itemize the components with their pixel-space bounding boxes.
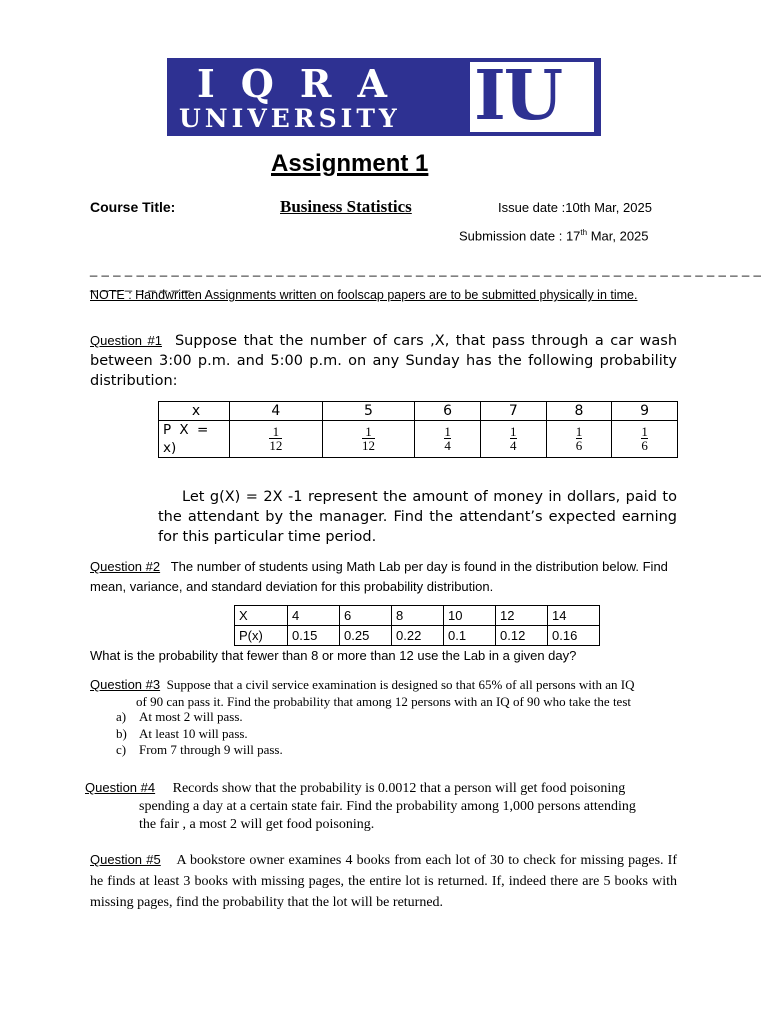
fraction xyxy=(510,426,517,452)
list-item-letter: a) xyxy=(116,709,127,724)
table-cell-x-label: X xyxy=(235,606,288,626)
fraction-denominator: 4 xyxy=(510,438,517,453)
university-logo xyxy=(167,58,601,136)
page-title: Assignment 1 xyxy=(271,150,429,177)
table-cell xyxy=(415,421,481,458)
question-5 xyxy=(90,849,677,913)
fraction xyxy=(362,426,375,452)
table-cell: 9 xyxy=(612,402,678,421)
table-cell-x-label: x xyxy=(159,402,230,421)
question-1-text: Suppose that the number of cars ,X, that pass through a car wash between 3:00 p.m. and 5:00 p.m. on any Sunday has the following probability distribution: xyxy=(90,333,678,389)
question-3-options xyxy=(116,709,283,759)
table-cell: 0.25 xyxy=(340,626,392,646)
submission-date-sup: th xyxy=(580,228,588,237)
fraction-numerator: 1 xyxy=(365,424,372,439)
fraction xyxy=(641,426,648,452)
question-4-text-1: Records show that the probability is 0.0012 that a person will get food poisoning xyxy=(172,781,626,796)
divider-line: _ _ _ _ _ _ _ _ _ _ _ _ _ _ _ _ _ _ _ _ _ _ _ _ _ _ _ _ _ _ _ _ _ _ _ _ _ _ _ _ _ _ _ _ _ _ _ _ _ _ _ _ _ _ _ _ _ _ _ _ _ _ _ _ _ _ _ xyxy=(90,262,762,292)
question-1-label: Question #1 xyxy=(90,333,162,348)
table-cell: 8 xyxy=(392,606,444,626)
logo-mark: IU xyxy=(474,56,562,136)
question-3 xyxy=(90,676,690,710)
question-1-followup: Let g(X) = 2X -1 represent the amount of money in dollars, paid to the attendant by the manager. Find the attendant’s expected earning for this particular time period. xyxy=(158,489,677,545)
table-cell: 4 xyxy=(230,402,323,421)
list-item xyxy=(116,709,283,726)
table-cell: 12 xyxy=(496,606,548,626)
table-cell xyxy=(480,421,546,458)
list-item-text: From 7 through 9 will pass. xyxy=(139,742,283,757)
table-cell: 6 xyxy=(340,606,392,626)
question-2-followup: What is the probability that fewer than 8 or more than 12 use the Lab in a given day? xyxy=(90,648,577,663)
table-cell: 0.1 xyxy=(444,626,496,646)
table-cell: 8 xyxy=(546,402,612,421)
table-row xyxy=(159,402,678,421)
table-cell: 0.16 xyxy=(548,626,600,646)
issue-date: Issue date :10th Mar, 2025 xyxy=(498,200,652,215)
table-cell xyxy=(230,421,323,458)
table-row xyxy=(235,626,600,646)
question-2-text: The number of students using Math Lab per day is found in the distribution below. Find mean, variance, and standard deviation for this probability distribution. xyxy=(90,559,668,594)
table-cell-p-label: P(x) xyxy=(235,626,288,646)
table-cell xyxy=(322,421,415,458)
fraction-denominator: 12 xyxy=(269,438,283,453)
list-item-text: At least 10 will pass. xyxy=(139,725,248,741)
question-5-label: Question #5 xyxy=(90,852,161,867)
fraction-numerator: 1 xyxy=(641,424,648,439)
table-cell xyxy=(612,421,678,458)
question-3-text-1: Suppose that a civil service examination is designed so that 65% of all persons with an IQ xyxy=(166,677,635,692)
table-cell: 7 xyxy=(480,402,546,421)
table-cell-p-label: P X = x) xyxy=(159,421,230,458)
course-title-label: Course Title: xyxy=(90,199,176,215)
question-5-text: A bookstore owner examines 4 books from each lot of 30 to check for missing pages. If he finds at least 3 books with missing pages, the entire lot is returned. If, indeed there are 5 books with missing pages, find the probability that the lot will be returned. xyxy=(90,853,677,910)
question-2-table xyxy=(234,605,600,646)
submission-date-suffix: Mar, 2025 xyxy=(587,228,649,244)
list-item xyxy=(116,742,283,759)
fraction-numerator: 1 xyxy=(575,424,583,439)
submission-date xyxy=(459,228,649,243)
fraction xyxy=(444,426,451,452)
list-item xyxy=(116,726,283,743)
table-cell: 4 xyxy=(288,606,340,626)
question-4-text-3: the fair , a most 2 will get food poisoning. xyxy=(139,817,375,832)
table-cell: 5 xyxy=(322,402,415,421)
table-cell: 6 xyxy=(415,402,481,421)
fraction-denominator: 4 xyxy=(444,438,451,453)
fraction-numerator: 1 xyxy=(510,424,517,439)
fraction-denominator: 6 xyxy=(575,438,583,453)
question-3-text-2: of 90 can pass it. Find the probability that among 12 persons with an IQ of 90 who take the test xyxy=(136,694,631,709)
submission-date-prefix: Submission date : 17 xyxy=(459,228,581,244)
question-4-line-1 xyxy=(85,779,685,798)
note: NOTE : Handwritten Assignments written on foolscap papers are to be submitted physically in time. xyxy=(90,288,638,302)
list-item-text: At most 2 will pass. xyxy=(139,709,243,724)
fraction-denominator: 12 xyxy=(361,438,375,453)
list-item-letter: c) xyxy=(116,742,127,757)
question-3-line-1 xyxy=(90,676,690,693)
fraction-denominator: 6 xyxy=(641,438,648,453)
table-cell: 0.22 xyxy=(392,626,444,646)
logo-line1: IQRA xyxy=(197,61,413,106)
table-cell: 0.15 xyxy=(288,626,340,646)
table-cell: 14 xyxy=(548,606,600,626)
question-2-label: Question #2 xyxy=(90,559,161,574)
fraction xyxy=(576,426,583,452)
question-4-label: Question #4 xyxy=(85,780,156,795)
logo-mark-box xyxy=(470,56,594,136)
course-title-value: Business Statistics xyxy=(280,197,412,216)
list-item-letter: b) xyxy=(116,725,127,741)
table-cell: 10 xyxy=(444,606,496,626)
question-4 xyxy=(85,779,685,834)
fraction xyxy=(269,426,282,452)
question-1-table xyxy=(158,401,678,458)
question-1 xyxy=(90,331,677,391)
question-4-text-2: spending a day at a certain state fair. Find the probability among 1,000 persons attending xyxy=(139,799,636,814)
table-row xyxy=(235,606,600,626)
fraction-numerator: 1 xyxy=(444,424,451,439)
question-3-label: Question #3 xyxy=(90,677,161,692)
logo-line2: UNIVERSITY xyxy=(179,104,401,133)
fraction-numerator: 1 xyxy=(272,424,280,439)
table-cell xyxy=(546,421,612,458)
question-2 xyxy=(90,557,690,597)
table-row xyxy=(159,421,678,458)
table-cell: 0.12 xyxy=(496,626,548,646)
